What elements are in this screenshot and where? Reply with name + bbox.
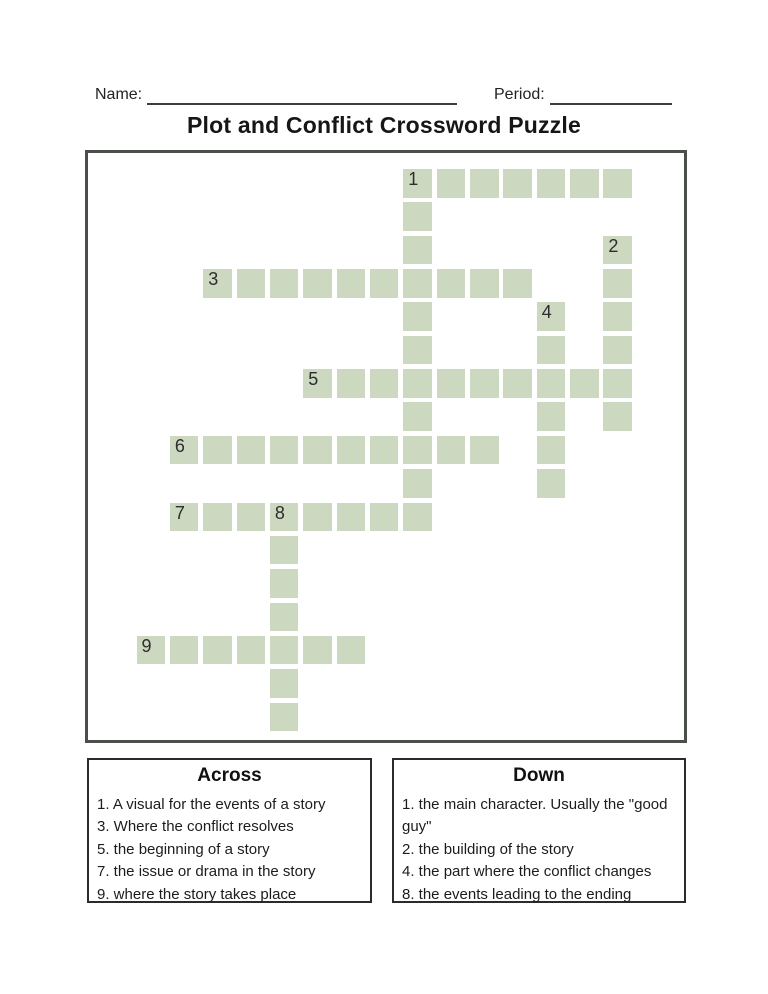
- crossword-cell[interactable]: [203, 269, 232, 298]
- crossword-cell[interactable]: [237, 436, 266, 465]
- crossword-cell[interactable]: [303, 369, 332, 398]
- crossword-cell[interactable]: [403, 503, 432, 532]
- crossword-cell[interactable]: [303, 636, 332, 665]
- clue-across-5: 9. where the story takes place: [97, 885, 297, 903]
- crossword-cell[interactable]: [503, 369, 532, 398]
- crossword-cell[interactable]: [537, 469, 566, 498]
- clue-across-3: 5. the beginning of a story: [97, 840, 270, 858]
- across-heading: Across: [197, 765, 262, 786]
- crossword-cell[interactable]: [403, 369, 432, 398]
- crossword-cell[interactable]: [537, 369, 566, 398]
- clue-down-1: 1. the main character. Usually the "good guy": [402, 796, 668, 836]
- crossword-cell[interactable]: [270, 603, 299, 632]
- crossword-cell[interactable]: [270, 669, 299, 698]
- cell-number-label: 5: [308, 369, 319, 390]
- crossword-cell[interactable]: [370, 503, 399, 532]
- crossword-cell[interactable]: [237, 636, 266, 665]
- cell-number-label: 6: [174, 435, 185, 456]
- crossword-cell[interactable]: [403, 469, 432, 498]
- crossword-cell[interactable]: [403, 336, 432, 365]
- cell-number-label: 1: [408, 169, 419, 189]
- crossword-cell[interactable]: [170, 436, 199, 465]
- crossword-cell[interactable]: [603, 169, 632, 198]
- crossword-cell[interactable]: [237, 269, 266, 298]
- name-blank-line[interactable]: [147, 103, 457, 105]
- crossword-cell[interactable]: [203, 503, 232, 532]
- crossword-cell[interactable]: [437, 169, 466, 198]
- crossword-cell[interactable]: [337, 269, 366, 298]
- crossword-cell[interactable]: [337, 503, 366, 532]
- crossword-cell[interactable]: [170, 636, 199, 665]
- crossword-cell[interactable]: [270, 503, 299, 532]
- crossword-cell[interactable]: [470, 369, 499, 398]
- crossword-cell[interactable]: [337, 369, 366, 398]
- crossword-cell[interactable]: [370, 436, 399, 465]
- crossword-cell[interactable]: [603, 402, 632, 431]
- crossword-cell[interactable]: [370, 369, 399, 398]
- crossword-cell[interactable]: [603, 369, 632, 398]
- crossword-cell[interactable]: [270, 703, 299, 732]
- across-clue-list: [89, 794, 370, 906]
- name-label: Name:: [95, 86, 143, 103]
- cell-number-label: 2: [608, 235, 619, 256]
- period-blank-line[interactable]: [550, 103, 672, 105]
- page-title: Plot and Conflict Crossword Puzzle: [187, 112, 581, 138]
- crossword-cell[interactable]: [437, 269, 466, 298]
- crossword-cell[interactable]: [537, 436, 566, 465]
- cell-number-label: 3: [208, 269, 219, 290]
- crossword-cell[interactable]: [370, 269, 399, 298]
- crossword-cell[interactable]: [403, 169, 432, 198]
- crossword-cell[interactable]: [203, 636, 232, 665]
- clue-down-3: 4. the part where the conflict changes: [402, 863, 652, 881]
- crossword-cell[interactable]: [503, 169, 532, 198]
- crossword-cell[interactable]: [537, 302, 566, 331]
- crossword-cell[interactable]: [403, 436, 432, 465]
- crossword-cell[interactable]: [237, 503, 266, 532]
- crossword-cell[interactable]: [337, 636, 366, 665]
- clue-across-2: 3. Where the conflict resolves: [97, 818, 294, 836]
- clue-across-4: 7. the issue or drama in the story: [97, 863, 316, 881]
- crossword-cell[interactable]: [437, 369, 466, 398]
- crossword-cell[interactable]: [270, 569, 299, 598]
- crossword-cell[interactable]: [603, 269, 632, 298]
- period-label: Period:: [494, 86, 545, 103]
- crossword-cell[interactable]: [570, 369, 599, 398]
- cell-number-label: 8: [274, 502, 285, 523]
- cell-number-label: 4: [541, 302, 552, 323]
- crossword-cell[interactable]: [270, 269, 299, 298]
- down-heading: Down: [513, 765, 565, 786]
- crossword-cell[interactable]: [337, 436, 366, 465]
- crossword-cell[interactable]: [603, 336, 632, 365]
- clue-down-2: 2. the building of the story: [402, 840, 574, 858]
- crossword-cell[interactable]: [537, 402, 566, 431]
- crossword-cell[interactable]: [137, 636, 166, 665]
- down-clue-list: [394, 794, 684, 906]
- crossword-cell[interactable]: [537, 336, 566, 365]
- crossword-grid: [85, 150, 687, 743]
- crossword-cell[interactable]: [403, 202, 432, 231]
- crossword-cell[interactable]: [470, 269, 499, 298]
- crossword-cell[interactable]: [603, 236, 632, 265]
- crossword-cell[interactable]: [437, 436, 466, 465]
- crossword-cell[interactable]: [403, 402, 432, 431]
- crossword-cell[interactable]: [303, 269, 332, 298]
- cell-number-label: 9: [141, 635, 152, 656]
- crossword-cell[interactable]: [403, 269, 432, 298]
- across-clue-box: [87, 758, 372, 903]
- crossword-cell[interactable]: [403, 302, 432, 331]
- crossword-cell[interactable]: [503, 269, 532, 298]
- crossword-cell[interactable]: [537, 169, 566, 198]
- crossword-cell[interactable]: [303, 503, 332, 532]
- down-clue-box: [392, 758, 686, 903]
- crossword-cell[interactable]: [303, 436, 332, 465]
- crossword-cell[interactable]: [470, 436, 499, 465]
- crossword-cell[interactable]: [570, 169, 599, 198]
- clue-down-4: 8. the events leading to the ending: [402, 885, 632, 903]
- crossword-cell[interactable]: [270, 436, 299, 465]
- crossword-cell[interactable]: [170, 503, 199, 532]
- crossword-cell[interactable]: [603, 302, 632, 331]
- cell-number-label: 7: [174, 502, 185, 523]
- crossword-cell[interactable]: [203, 436, 232, 465]
- clue-across-1: 1. A visual for the events of a story: [97, 796, 326, 813]
- crossword-cell[interactable]: [403, 236, 432, 265]
- crossword-cell[interactable]: [270, 636, 299, 665]
- crossword-cell[interactable]: [270, 536, 299, 565]
- crossword-cell[interactable]: [470, 169, 499, 198]
